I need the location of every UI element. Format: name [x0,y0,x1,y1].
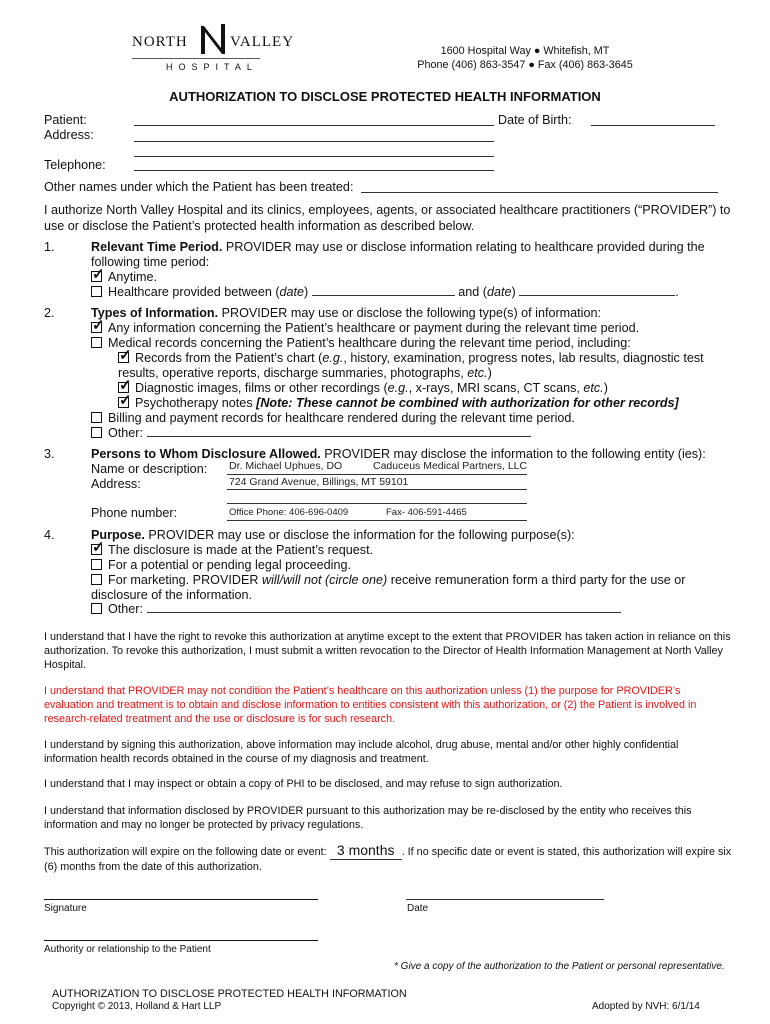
address-field-1[interactable] [134,141,494,142]
footer-copyright: Copyright © 2013, Holland & Hart LLP [52,1001,222,1012]
recipient-fax[interactable]: Fax- 406-591-4465 [386,507,467,518]
recipient-name-value[interactable]: Dr. Michael Uphues, DO [229,460,343,472]
checkbox-legal[interactable] [91,559,102,570]
recipient-name-label: Name or description: [91,462,208,476]
recipient-address-label: Address: [91,477,141,491]
hospital-logo [132,22,328,76]
option-other-purpose[interactable]: Other: [91,602,621,617]
page-title: AUTHORIZATION TO DISCLOSE PROTECTED HEALTH INFORMATION [169,89,601,104]
option-any-information[interactable]: ✓ Any information concerning the Patient’s healthcare or payment during the relevant time period. [92,317,640,335]
checkbox-billing[interactable] [91,412,102,423]
sub-option-psychotherapy[interactable]: ✓ Psychotherapy notes [Note: These cannot be combined with authorization for other records] [119,392,679,410]
option-billing[interactable]: Billing and payment records for healthcare rendered during the relevant time period. [91,411,575,426]
checkbox-medical-records[interactable] [91,337,102,348]
option-between[interactable]: Healthcare provided between (date) and (date) . [91,285,711,300]
option-marketing[interactable]: For marketing. PROVIDER will/will not (circle one) receive remuneration form a third party for the use or disclosure of the information. [91,573,686,602]
option-medical-records[interactable]: Medical records concerning the Patient’s healthcare during the relevant time period, including: [91,336,631,351]
recipient-office-phone[interactable]: Office Phone: 406-696-0409 [229,507,349,518]
dob-label: Date of Birth: [498,113,572,127]
authority-line[interactable] [44,940,318,941]
revoke-paragraph: I understand that I have the right to revoke this authorization at anytime except to the extent that PROVIDER has taken action in reliance on this authorization. To revoke this authorization, I must submit a written revocation to the Director of Health Information Management at North Valley Hospital. [44,631,731,671]
other-names-field[interactable] [361,192,718,193]
condition-paragraph: I understand that PROVIDER may not condition the Patient’s healthcare on this authorization unless (1) the purpose for PROVIDER’s evaluation and treatment is to obtain and disclose information to entities consistent with this authorization, or (2) the Patient is involved in research-related treatment and the use or disclosure is for such research. [44,685,697,725]
section-1-text: Relevant Time Period. PROVIDER may use or disclose information relating to healthcare provided during the following time period: [91,240,705,269]
checkbox-between[interactable] [91,286,102,297]
date-label: Date [407,903,429,914]
between-end-field[interactable] [519,295,675,296]
section-2-text: Types of Information. PROVIDER may use or disclose the following type(s) of information: [91,306,601,320]
telephone-label: Telephone: [44,158,106,172]
copy-note: * Give a copy of the authorization to the Patient or personal representative. [394,961,725,972]
checkbox-psychotherapy[interactable]: ✓ [119,392,132,409]
checkbox-other-info[interactable] [91,427,102,438]
footer-adopted: Adopted by NVH: 6/1/14 [592,1001,700,1012]
section-4-number: 4. [44,528,55,542]
inspect-paragraph: I understand that I may inspect or obtain a copy of PHI to be disclosed, and may refuse to sign authorization. [44,778,563,790]
dob-field[interactable] [591,125,715,126]
expiration-paragraph: This authorization will expire on the following date or event: 3 months . If no specific date or event is stated, this authorization will expire six (6) months from the date of this authorization. [44,842,732,873]
signature-label: Signature [44,903,87,914]
hospital-address: 1600 Hospital Way ● Whitefish, MT Phone (406) 863-3547 ● Fax (406) 863-3645 [417,45,633,71]
patient-name-field[interactable] [134,125,494,126]
section-1-number: 1. [44,240,55,254]
checkbox-marketing[interactable] [91,574,102,585]
checkbox-diagnostic[interactable]: ✓ [119,377,132,394]
other-names-label: Other names under which the Patient has been treated: [44,180,354,194]
recipient-address-value[interactable]: 724 Grand Avenue, Billings, MT 59101 [229,476,409,488]
checkbox-anytime[interactable]: ✓ [92,266,105,283]
logo-hospital-text: HOSPITAL [166,62,258,72]
logo-valley-text: VALLEY [230,34,295,50]
footer-title: AUTHORIZATION TO DISCLOSE PROTECTED HEALTH INFORMATION [52,988,407,1000]
alcohol-paragraph: I understand by signing this authorization, above information may include alcohol, drug abuse, mental and/or other highly confidential information health records obtained in the course of my diagnosis and treatment. [44,739,679,765]
patient-label: Patient: [44,113,87,127]
address-field-2[interactable] [134,156,494,157]
address-label: Address: [44,128,94,142]
logo-n-mark [198,22,228,56]
other-purpose-field[interactable] [147,612,621,613]
intro-paragraph: I authorize North Valley Hospital and its clinics, employees, agents, or associated healthcare practitioners (“PROVIDER”) to use or disclose the Patient’s protected health information as described below. [44,203,731,233]
sub-option-diagnostic[interactable]: ✓ Diagnostic images, films or other recordings (e.g., x-rays, MRI scans, CT scans, etc.) [119,377,608,395]
checkbox-records[interactable]: ✓ [119,347,132,364]
other-info-field[interactable] [147,436,531,437]
checkbox-any-information[interactable]: ✓ [92,317,105,334]
authority-label: Authority or relationship to the Patient [44,944,211,955]
section-4-text: Purpose. PROVIDER may use or disclose the information for the following purpose(s): [91,528,575,542]
option-anytime[interactable]: ✓ Anytime. [92,266,157,284]
recipient-phone-label: Phone number: [91,506,178,520]
between-start-field[interactable] [312,295,455,296]
recipient-org-value[interactable]: Caduceus Medical Partners, LLC [373,460,528,472]
expiration-field[interactable]: 3 months [330,843,402,860]
logo-north-text: NORTH [132,34,188,50]
date-line[interactable] [406,899,604,900]
signature-line[interactable] [44,899,318,900]
redisclose-paragraph: I understand that information disclosed by PROVIDER pursuant to this authorization may be re-disclosed by the entity who receives this information and may no longer be protected by privacy regulations. [44,805,692,831]
telephone-field[interactable] [134,170,494,171]
section-2-number: 2. [44,306,55,320]
option-legal[interactable]: For a potential or pending legal proceeding. [91,558,351,573]
section-3-number: 3. [44,447,55,461]
checkbox-patient-request[interactable]: ✓ [92,539,105,556]
option-other-info[interactable]: Other: [91,426,531,441]
section-3-text: Persons to Whom Disclosure Allowed. PROVIDER may disclose the information to the following entity (ies): [91,447,706,461]
sub-option-records[interactable]: ✓ Records from the Patient’s chart (e.g., history, examination, progress notes, lab results, diagnostic test results, operative reports, discharge summaries, photographs, etc.) [118,347,704,380]
option-patient-request[interactable]: ✓ The disclosure is made at the Patient’s request. [92,539,374,557]
checkbox-other-purpose[interactable] [91,603,102,614]
